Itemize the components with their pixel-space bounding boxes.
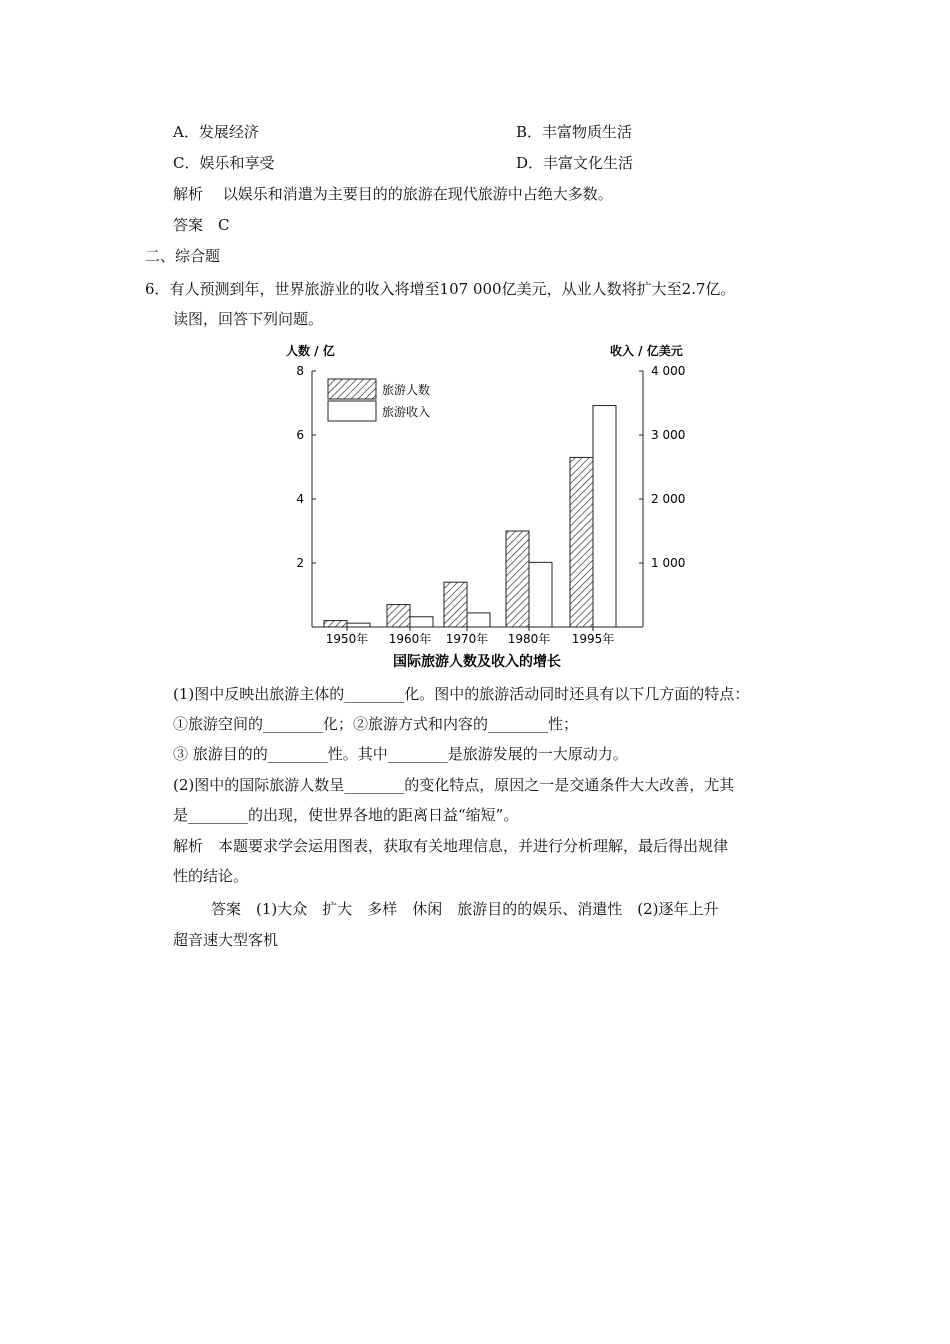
x-tick-label: 1950年 <box>325 632 369 646</box>
bar-tourists-1980年 <box>506 531 529 627</box>
bar-income-1980年 <box>529 562 552 627</box>
right-tick-label: 1 000 <box>651 556 686 570</box>
chart-legend <box>328 379 430 421</box>
q6-sub1-line2: ①旅游空间的________化；②旅游方式和内容的________性； <box>173 715 579 733</box>
x-tick-label: 1980年 <box>507 632 551 646</box>
option-d: D．丰富文化生活 <box>516 154 634 172</box>
section-heading: 二、综合题 <box>145 247 221 265</box>
bar-tourists-1960年 <box>387 605 410 627</box>
legend-swatch-people <box>328 379 376 399</box>
option-c: C．娱乐和享受 <box>173 154 275 172</box>
q6-analysis-line2: 性的结论。 <box>173 867 249 885</box>
q6-sub2-line1: (2)图中的国际旅游人数呈________的变化特点，原因之一是交通条件大大改善，尤其 <box>173 776 735 794</box>
right-axis-label: 收入 / 亿美元 <box>610 344 683 358</box>
bar-tourists-1970年 <box>444 582 467 627</box>
left-tick-label: 2 <box>296 556 304 570</box>
left-tick-label: 8 <box>296 364 304 378</box>
x-tick-label: 1995年 <box>571 632 615 646</box>
option-b: B．丰富物质生活 <box>516 123 633 141</box>
bar-income-1960年 <box>410 617 433 627</box>
x-tick-label: 1960年 <box>388 632 432 646</box>
left-axis-ticks <box>296 364 316 570</box>
bar-tourists-1995年 <box>570 457 593 627</box>
option-a: A．发展经济 <box>173 123 259 141</box>
bar-income-1995年 <box>593 406 616 627</box>
right-tick-label: 2 000 <box>651 492 686 506</box>
right-tick-label: 3 000 <box>651 428 686 442</box>
left-tick-label: 4 <box>296 492 304 506</box>
q5-answer: 答案 C <box>173 216 230 234</box>
chart-title: 国际旅游人数及收入的增长 <box>393 654 561 670</box>
q6-answer-line1: 答案 (1)大众 扩大 多样 休闲 旅游目的的娱乐、消遣性 (2)逐年上升 <box>211 900 719 918</box>
right-tick-label: 4 000 <box>651 364 686 378</box>
left-axis-label: 人数 / 亿 <box>286 344 335 358</box>
q6-sub1-line3: ③ 旅游目的的________性。其中________是旅游发展的一大原动力。 <box>173 745 628 763</box>
q5-analysis: 解析 以娱乐和消遣为主要目的的旅游在现代旅游中占绝大多数。 <box>173 185 613 203</box>
q6-prompt: 读图，回答下列问题。 <box>173 310 324 328</box>
q6-answer-line2: 超音速大型客机 <box>173 931 279 949</box>
tourism-growth-chart <box>270 338 710 678</box>
q6-sub1-line1: (1)图中反映出旅游主体的________化。图中的旅游活动同时还具有以下几方面的特点： <box>173 685 750 703</box>
right-axis-ticks <box>639 364 685 570</box>
q6-analysis-line1: 解析 本题要求学会运用图表，获取有关地理信息，并进行分析理解，最后得出规律 <box>173 837 729 855</box>
x-axis-labels <box>326 627 615 646</box>
bar-income-1970年 <box>467 613 490 627</box>
legend-swatch-income <box>328 401 376 421</box>
q6-stem: 6．有人预测到年，世界旅游业的收入将增至107 000亿美元，从业人数将扩大至2.7亿。 <box>145 280 736 298</box>
left-tick-label: 6 <box>296 428 304 442</box>
bar-tourists-1950年 <box>324 621 347 627</box>
x-tick-label: 1970年 <box>445 632 489 646</box>
legend-label-people: 旅游人数 <box>382 383 431 397</box>
bar-income-1950年 <box>347 623 370 627</box>
q6-sub2-line2: 是________的出现，使世界各地的距离日益“缩短”。 <box>173 806 519 824</box>
chart-bars <box>324 406 616 627</box>
legend-label-income: 旅游收入 <box>382 405 431 419</box>
